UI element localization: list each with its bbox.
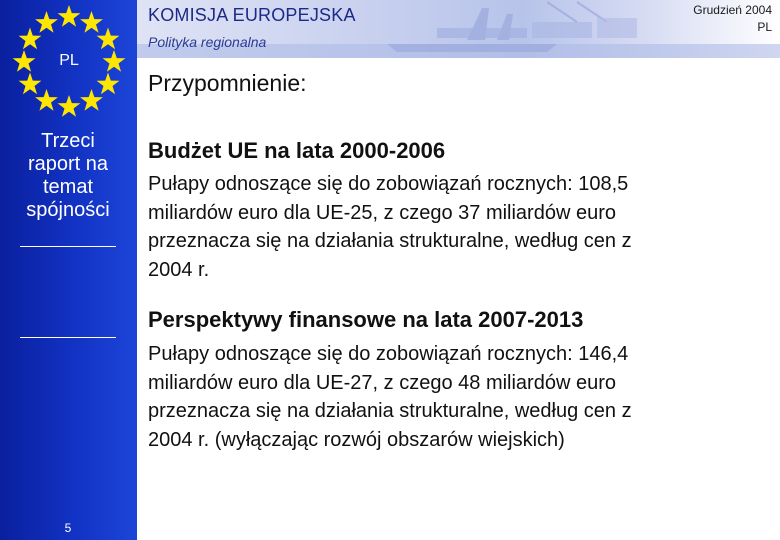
eu-star-icon xyxy=(35,11,58,33)
department-subtitle: Polityka regionalna xyxy=(148,34,267,50)
eu-star-icon xyxy=(19,73,42,95)
eu-star-icon xyxy=(97,73,120,95)
section-title-line: Trzeci xyxy=(41,130,95,152)
organization-title: KOMISJA EUROPEJSKA xyxy=(148,5,356,25)
paragraph-line: Pułapy odnoszące się do zobowiązań rocznych: 108,5 xyxy=(148,173,629,195)
paragraph-line: 2004 r. (wyłączając rozwój obszarów wiejskich) xyxy=(148,428,565,451)
paragraph-line: miliardów euro dla UE-25, z czego 37 miliardów euro xyxy=(148,201,616,224)
date-label xyxy=(693,2,772,36)
budget-heading: Budżet UE na lata 2000-2006 xyxy=(148,138,446,163)
reminder-text: Przypomnienie xyxy=(148,70,301,96)
eu-star-icon xyxy=(103,50,126,72)
eu-star-icon xyxy=(58,95,81,117)
reminder-label xyxy=(148,70,307,97)
date-month-year: Grudzień 2004 xyxy=(693,3,772,17)
eu-star-icon xyxy=(97,28,120,50)
eu-star-icon xyxy=(80,89,103,111)
reminder-colon: : xyxy=(300,70,307,96)
eu-star-icon xyxy=(58,5,81,27)
section-title xyxy=(4,130,132,222)
eu-star-icon xyxy=(19,28,42,50)
paragraph-line: przeznacza się na działania strukturalne, według cen z xyxy=(148,230,632,252)
eu-star-icon xyxy=(35,89,58,111)
section-title-line: raport na xyxy=(27,153,109,175)
page-number: 5 xyxy=(64,521,72,535)
date-language: PL xyxy=(757,20,772,34)
paragraph-line: Pułapy odnoszące się do zobowiązań rocznych: 146,4 xyxy=(148,343,629,365)
paragraph-line: 2004 r. xyxy=(148,258,210,281)
eu-star-icon xyxy=(13,50,36,72)
divider-line xyxy=(20,246,116,247)
section-title-line: spójności xyxy=(26,199,110,221)
divider-line xyxy=(20,337,116,338)
eu-star-icon xyxy=(80,11,103,33)
outlook-paragraph xyxy=(148,340,753,454)
paragraph-line: przeznacza się na działania strukturalne, według cen z xyxy=(148,400,632,422)
outlook-heading: Perspektywy finansowe na lata 2007-2013 xyxy=(148,307,584,332)
section-title-line: temat xyxy=(42,176,94,198)
budget-paragraph xyxy=(148,170,753,284)
paragraph-line: miliardów euro dla UE-27, z czego 48 miliardów euro xyxy=(148,371,616,394)
flag-country-code: PL xyxy=(59,52,79,69)
